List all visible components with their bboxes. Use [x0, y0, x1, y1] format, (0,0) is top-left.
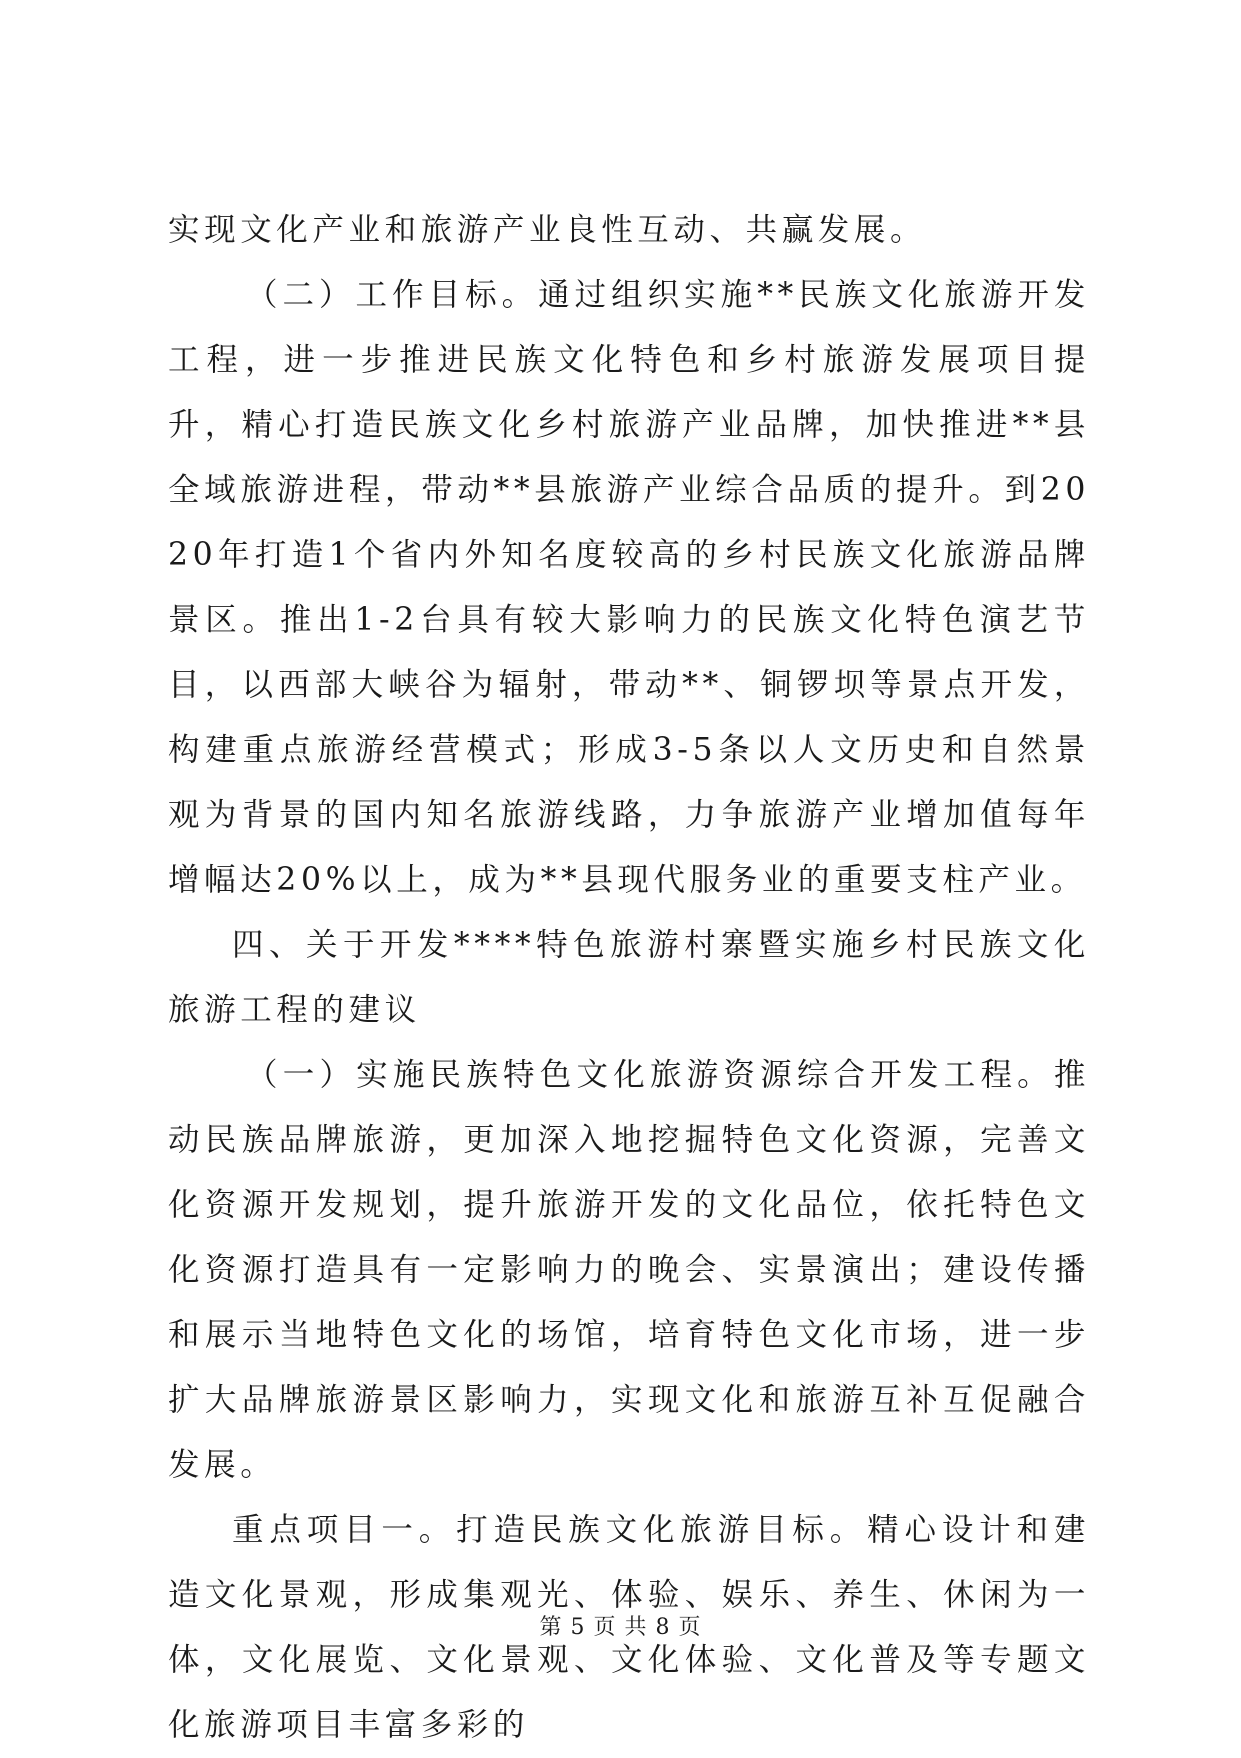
paragraph-continuation: 实现文化产业和旅游产业良性互动、共赢发展。 — [168, 212, 927, 248]
paragraph-development-project: （一）实施民族特色文化旅游资源综合开发工程。推动民族品牌旅游，更加深入地挖掘特色文化资源，完善文化资源开发规划，提升旅游开发的文化品位，依托特色文化资源打造具有一定影响力的晚会、实景演出；建设传播和展示当地特色文化的场馆，培育特色文化市场，进一步扩大品牌旅游景区影响力，实现文化和旅游互补互促融合发展。 — [168, 1057, 1090, 1483]
page-number-footer: 第 5 页 共 8 页 — [539, 1615, 702, 1640]
section-heading-four: 四、关于开发****特色旅游村寨暨实施乡村民族文化旅游工程的建议 — [168, 927, 1090, 1028]
page-body — [168, 198, 1090, 1758]
paragraph-key-project-one: 重点项目一。打造民族文化旅游目标。精心设计和建造文化景观，形成集观光、体验、娱乐、养生、休闲为一体，文化展览、文化景观、文化体验、文化普及等专题文化旅游项目丰富多彩的 — [168, 1512, 1090, 1743]
paragraph-work-goals: （二）工作目标。通过组织实施**民族文化旅游开发工程，进一步推进民族文化特色和乡村旅游发展项目提升，精心打造民族文化乡村旅游产业品牌，加快推进**县全域旅游进程，带动**县旅游产业综合品质的提升。到2020年打造1个省内外知名度较高的乡村民族文化旅游品牌景区。推出1-2台具有较大影响力的民族文化特色演艺节目，以西部大峡谷为辐射，带动**、铜锣坝等景点开发，构建重点旅游经营模式；形成3-5条以人文历史和自然景观为背景的国内知名旅游线路，力争旅游产业增加值每年增幅达20%以上，成为**县现代服务业的重要支柱产业。 — [168, 277, 1090, 898]
